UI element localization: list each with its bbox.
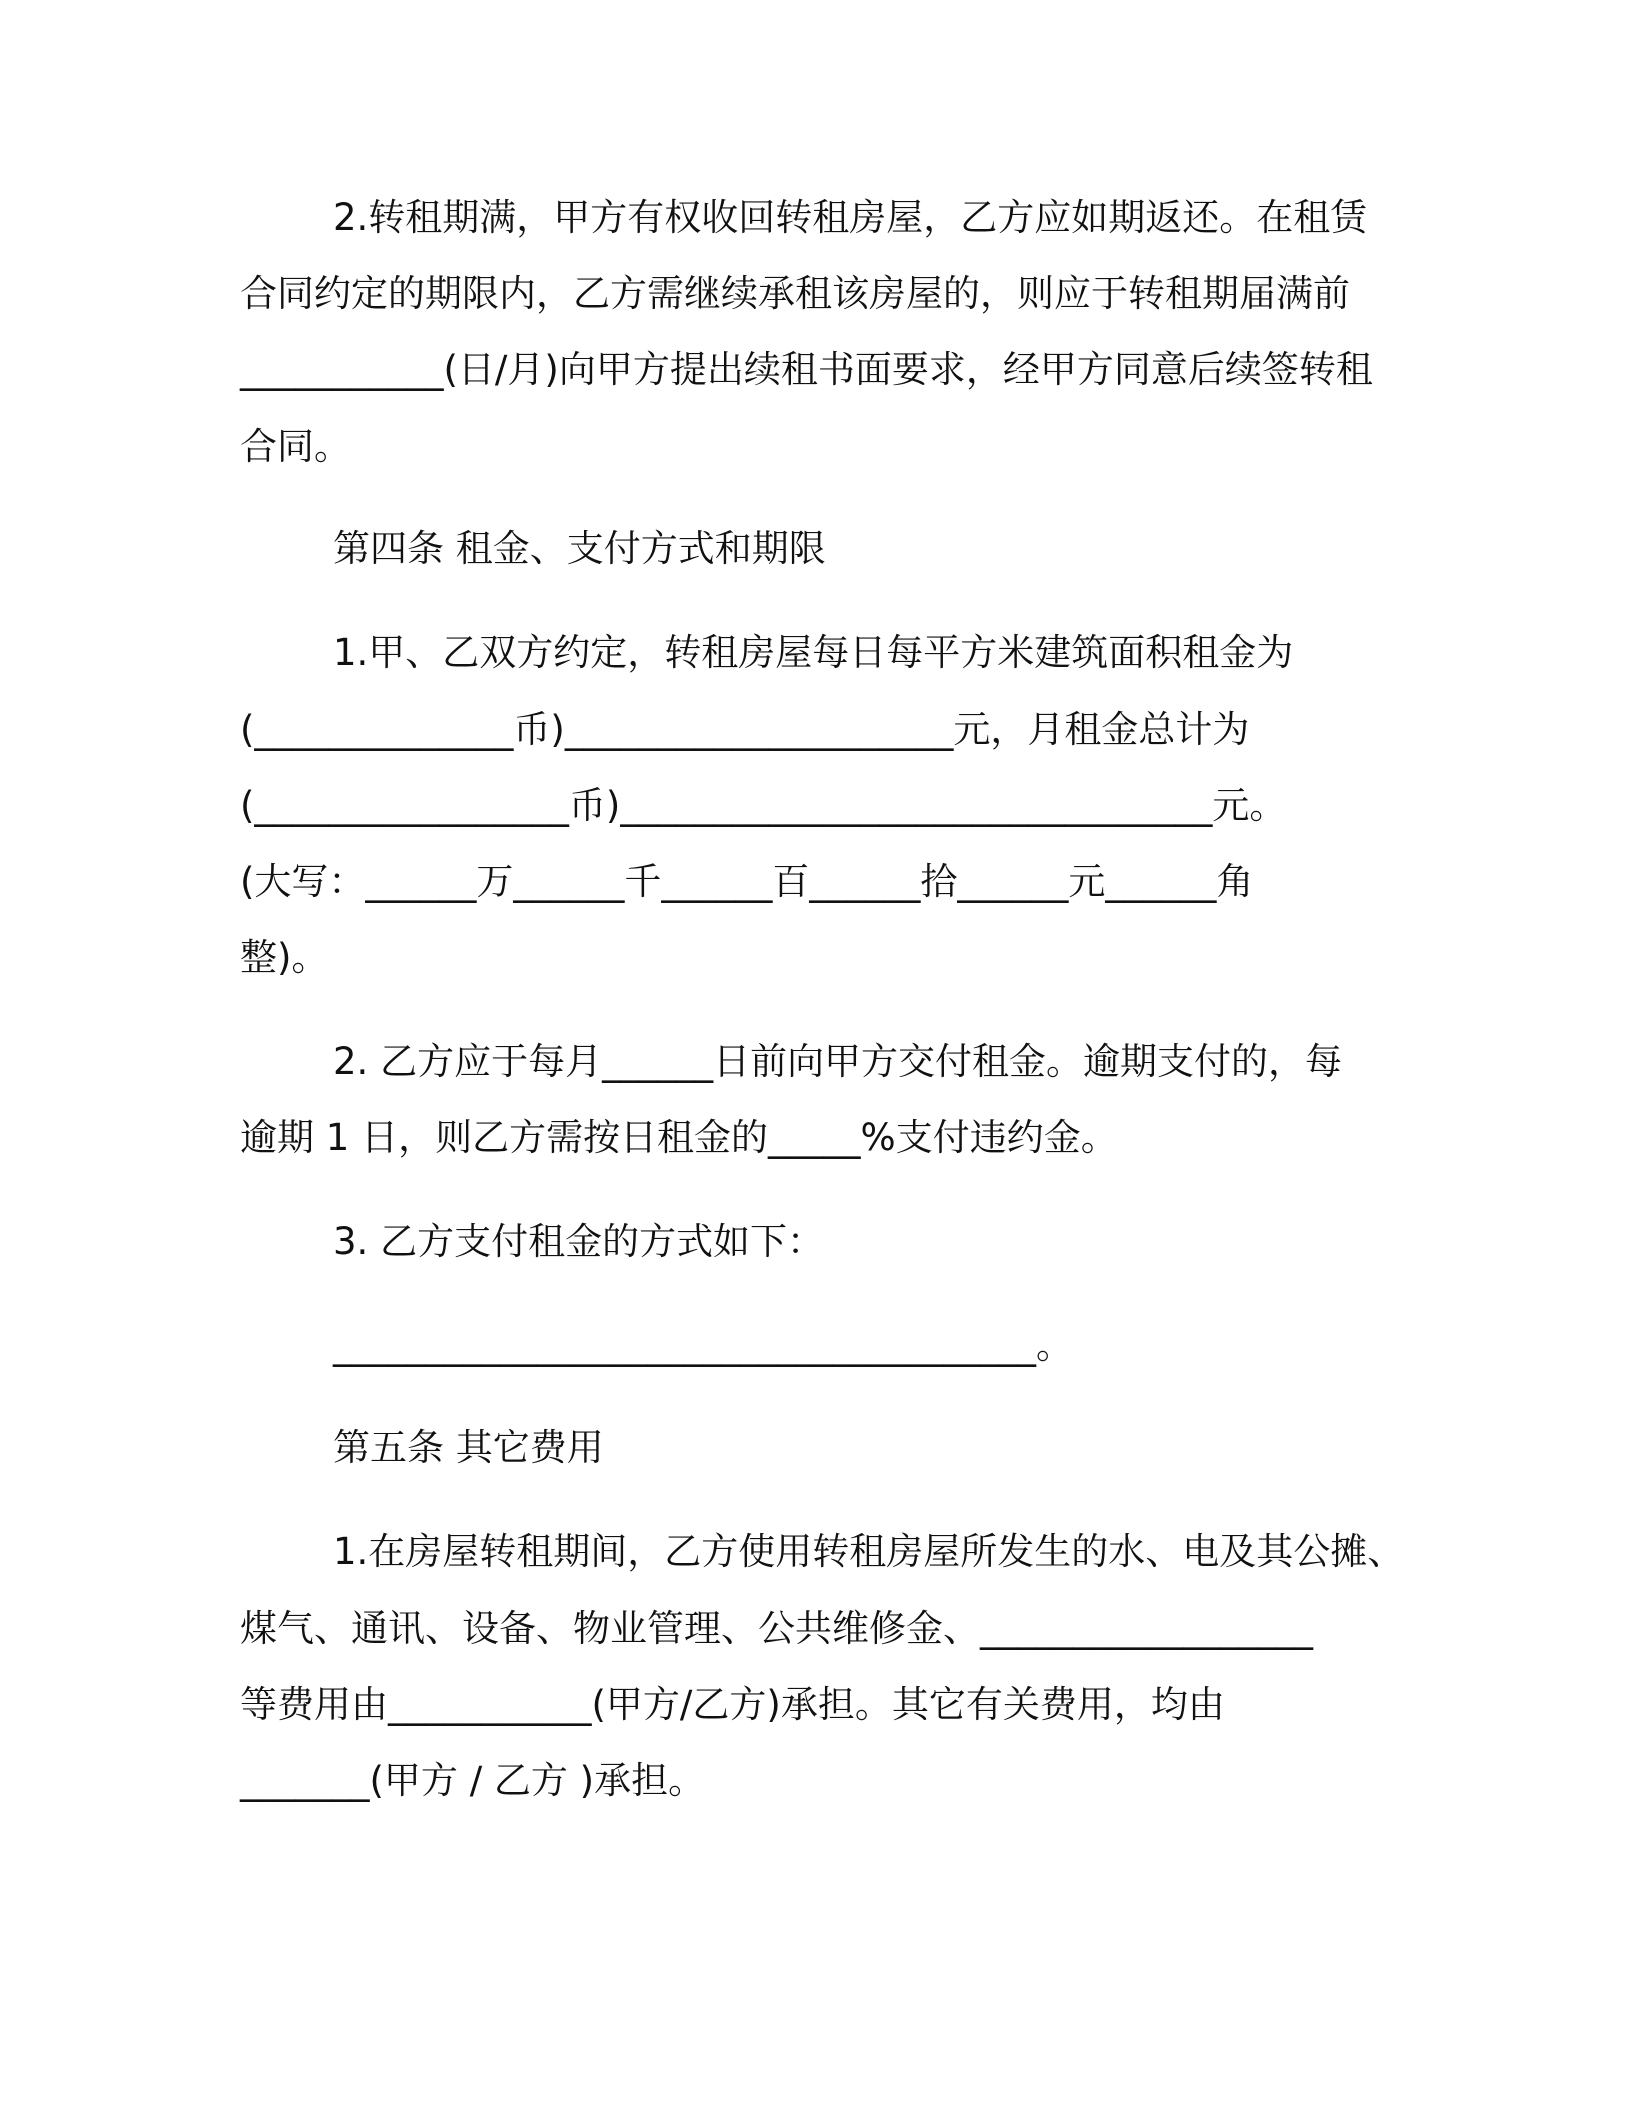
clause-4-item-2-line-1: 2. 乙方应于每月______日前向甲方交付租金。逾期支付的，每	[333, 1040, 1343, 1083]
clause-3-item-2-line-1: 2.转租期满，甲方有权收回转租房屋，乙方应如期返还。在租赁	[333, 196, 1368, 239]
article-5-heading: 第五条 其它费用	[333, 1426, 604, 1469]
clause-5-item-1-line-1: 1.在房屋转租期间，乙方使用转租房屋所发生的水、电及其公摊、	[333, 1530, 1405, 1573]
clause-4-item-3-line-2: ______________________________________。	[333, 1324, 1073, 1367]
clause-4-item-1-line-1: 1.甲、乙双方约定，转租房屋每日每平方米建筑面积租金为	[333, 631, 1294, 674]
clause-4-item-1-line-5: 整)。	[240, 936, 329, 979]
clause-4-item-2-line-2: 逾期 1 日，则乙方需按日租金的_____%支付违约金。	[240, 1116, 1118, 1159]
clause-5-item-1-line-3: 等费用由___________(甲方/乙方)承担。其它有关费用，均由	[240, 1683, 1225, 1726]
clause-5-item-1-line-2: 煤气、通讯、设备、物业管理、公共维修金、__________________	[240, 1607, 1313, 1650]
clause-4-item-1-line-4: (大写：______万______千______百______拾______元______角	[240, 860, 1254, 903]
clause-4-item-1-line-2: (______________币)_____________________元，月租金总计为	[240, 708, 1250, 751]
clause-4-item-3-line-1: 3. 乙方支付租金的方式如下：	[333, 1220, 825, 1263]
clause-3-item-2-line-3: ___________(日/月)向甲方提出续租书面要求，经甲方同意后续签转租	[240, 348, 1373, 391]
clause-5-item-1-line-4: _______(甲方 / 乙方 )承担。	[240, 1759, 706, 1802]
clause-4-item-1-line-3: (_________________币)________________________________元。	[240, 784, 1287, 827]
clause-3-item-2-line-4: 合同。	[240, 425, 351, 468]
clause-3-item-2-line-2: 合同约定的期限内，乙方需继续承租该房屋的，则应于转租期届满前	[240, 272, 1350, 315]
article-4-heading: 第四条 租金、支付方式和期限	[333, 527, 826, 570]
